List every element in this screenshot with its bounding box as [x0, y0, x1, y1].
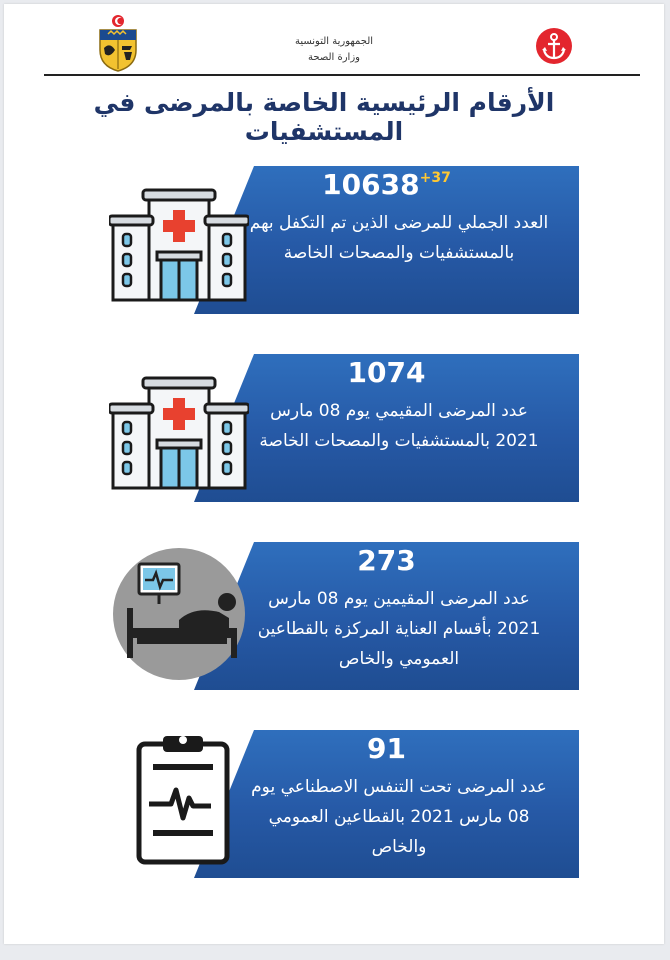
document-page	[4, 4, 664, 944]
stat-number	[194, 732, 579, 765]
stat-value: 10638	[322, 168, 420, 201]
stat-description: عدد المرضى المقيمين يوم 08 مارس 2021 بأقسام العناية المركزة بالقطاعين العمومي والخاص	[257, 589, 541, 669]
tunisia-coat-of-arms-icon	[96, 14, 140, 72]
stat-number	[194, 356, 579, 389]
stat-card-total-patients	[99, 166, 579, 314]
ministry-name: وزارة الصحة	[308, 52, 360, 63]
header	[4, 4, 664, 84]
stat-value: 273	[357, 544, 416, 577]
republic-name: الجمهورية التونسية	[294, 36, 374, 47]
stat-number	[194, 168, 579, 201]
page-title: الأرقام الرئيسية الخاصة بالمرضى في المستشفيات	[93, 88, 555, 146]
stat-card-ventilated	[99, 730, 579, 878]
stat-value: 91	[367, 732, 406, 765]
stat-description: عدد المرضى المقيمي يوم 08 مارس 2021 بالمستشفيات والمصحات الخاصة	[259, 401, 539, 451]
stat-card-hospitalized	[99, 354, 579, 502]
header-text	[264, 34, 404, 66]
stat-value: 1074	[347, 356, 426, 389]
stat-number	[194, 544, 579, 577]
ministry-anchor-logo-icon	[534, 26, 574, 66]
stat-description: عدد المرضى تحت التنفس الاصطناعي يوم 08 مارس 2021 بالقطاعين العمومي والخاص	[251, 777, 547, 857]
stat-card-icu	[99, 542, 579, 690]
stat-increment: +37	[419, 170, 451, 186]
header-divider	[44, 74, 640, 76]
stat-description: العدد الجملي للمرضى الذين تم التكفل بهم بالمستشفيات والمصحات الخاصة	[249, 213, 549, 263]
